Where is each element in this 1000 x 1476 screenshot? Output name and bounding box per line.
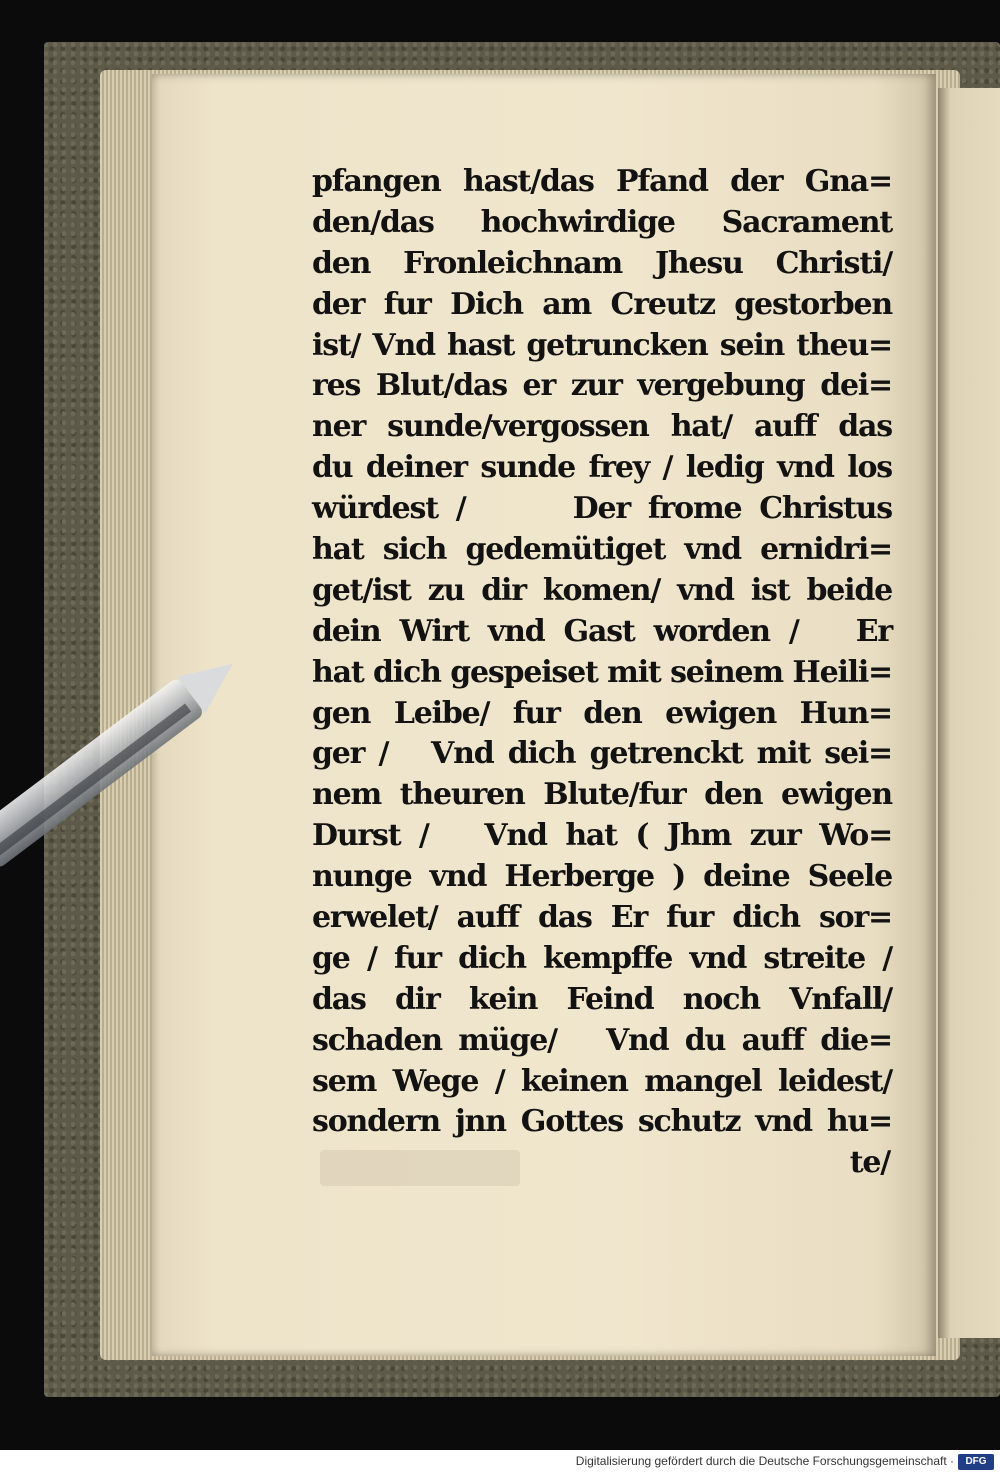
text-line: ist/ Vnd hast getruncken sein theu= <box>312 327 892 363</box>
text-line: dein Wirt vnd Gast worden / Er <box>312 613 892 649</box>
text-line: get/ist zu dir komen/ vnd ist beide <box>312 572 892 608</box>
catchword: te/ <box>849 1145 890 1181</box>
facing-page <box>938 88 1000 1338</box>
text-line: ner sunde/vergossen hat/ auff das <box>312 409 892 445</box>
text-line: sondern jnn Gottes schutz vnd hu= <box>312 1104 892 1140</box>
text-line: hat dich gespeiset mit seinem Heili= <box>312 654 892 690</box>
text-line: den/das hochwirdige Sacrament <box>312 204 892 240</box>
text-line: res Blut/das er zur vergebung dei= <box>312 368 892 404</box>
text-line: nem theuren Blute/fur den ewigen <box>312 777 892 813</box>
text-line: ger / Vnd dich getrenckt mit sei= <box>312 736 892 772</box>
page-text <box>312 162 892 1184</box>
pen-pointer-icon <box>0 600 270 900</box>
text-line: erwelet/ auff das Er fur dich sor= <box>312 900 892 936</box>
text-line: das dir kein Feind noch Vnfall/ <box>312 981 892 1017</box>
text-line: ge / fur dich kempffe vnd streite / <box>312 940 892 976</box>
text-line: gen Leibe/ fur den ewigen Hun= <box>312 695 892 731</box>
dfg-logo: DFG <box>958 1454 994 1470</box>
footer-bar <box>0 1450 1000 1476</box>
text-line: nunge vnd Herberge ) deine Seele <box>312 859 892 895</box>
text-line: du deiner sunde frey / ledig vnd los <box>312 450 892 486</box>
text-line: sem Wege / keinen mangel leidest/ <box>312 1063 892 1099</box>
text-line: Durst / Vnd hat ( Jhm zur Wo= <box>312 818 892 854</box>
text-line: hat sich gedemütiget vnd ernidri= <box>312 532 892 568</box>
text-line: würdest / Der frome Christus <box>312 491 892 527</box>
text-line: den Fronleichnam Jhesu Christi/ <box>312 245 892 281</box>
text-line: der fur Dich am Creutz gestorben <box>312 286 892 322</box>
text-line: schaden müge/ Vnd du auff die= <box>312 1022 892 1058</box>
footer-credit: Digitalisierung gefördert durch die Deutsche Forschungsgemeinschaft · <box>575 1454 954 1468</box>
text-line: pfangen hast/das Pfand der Gna= <box>312 164 892 199</box>
